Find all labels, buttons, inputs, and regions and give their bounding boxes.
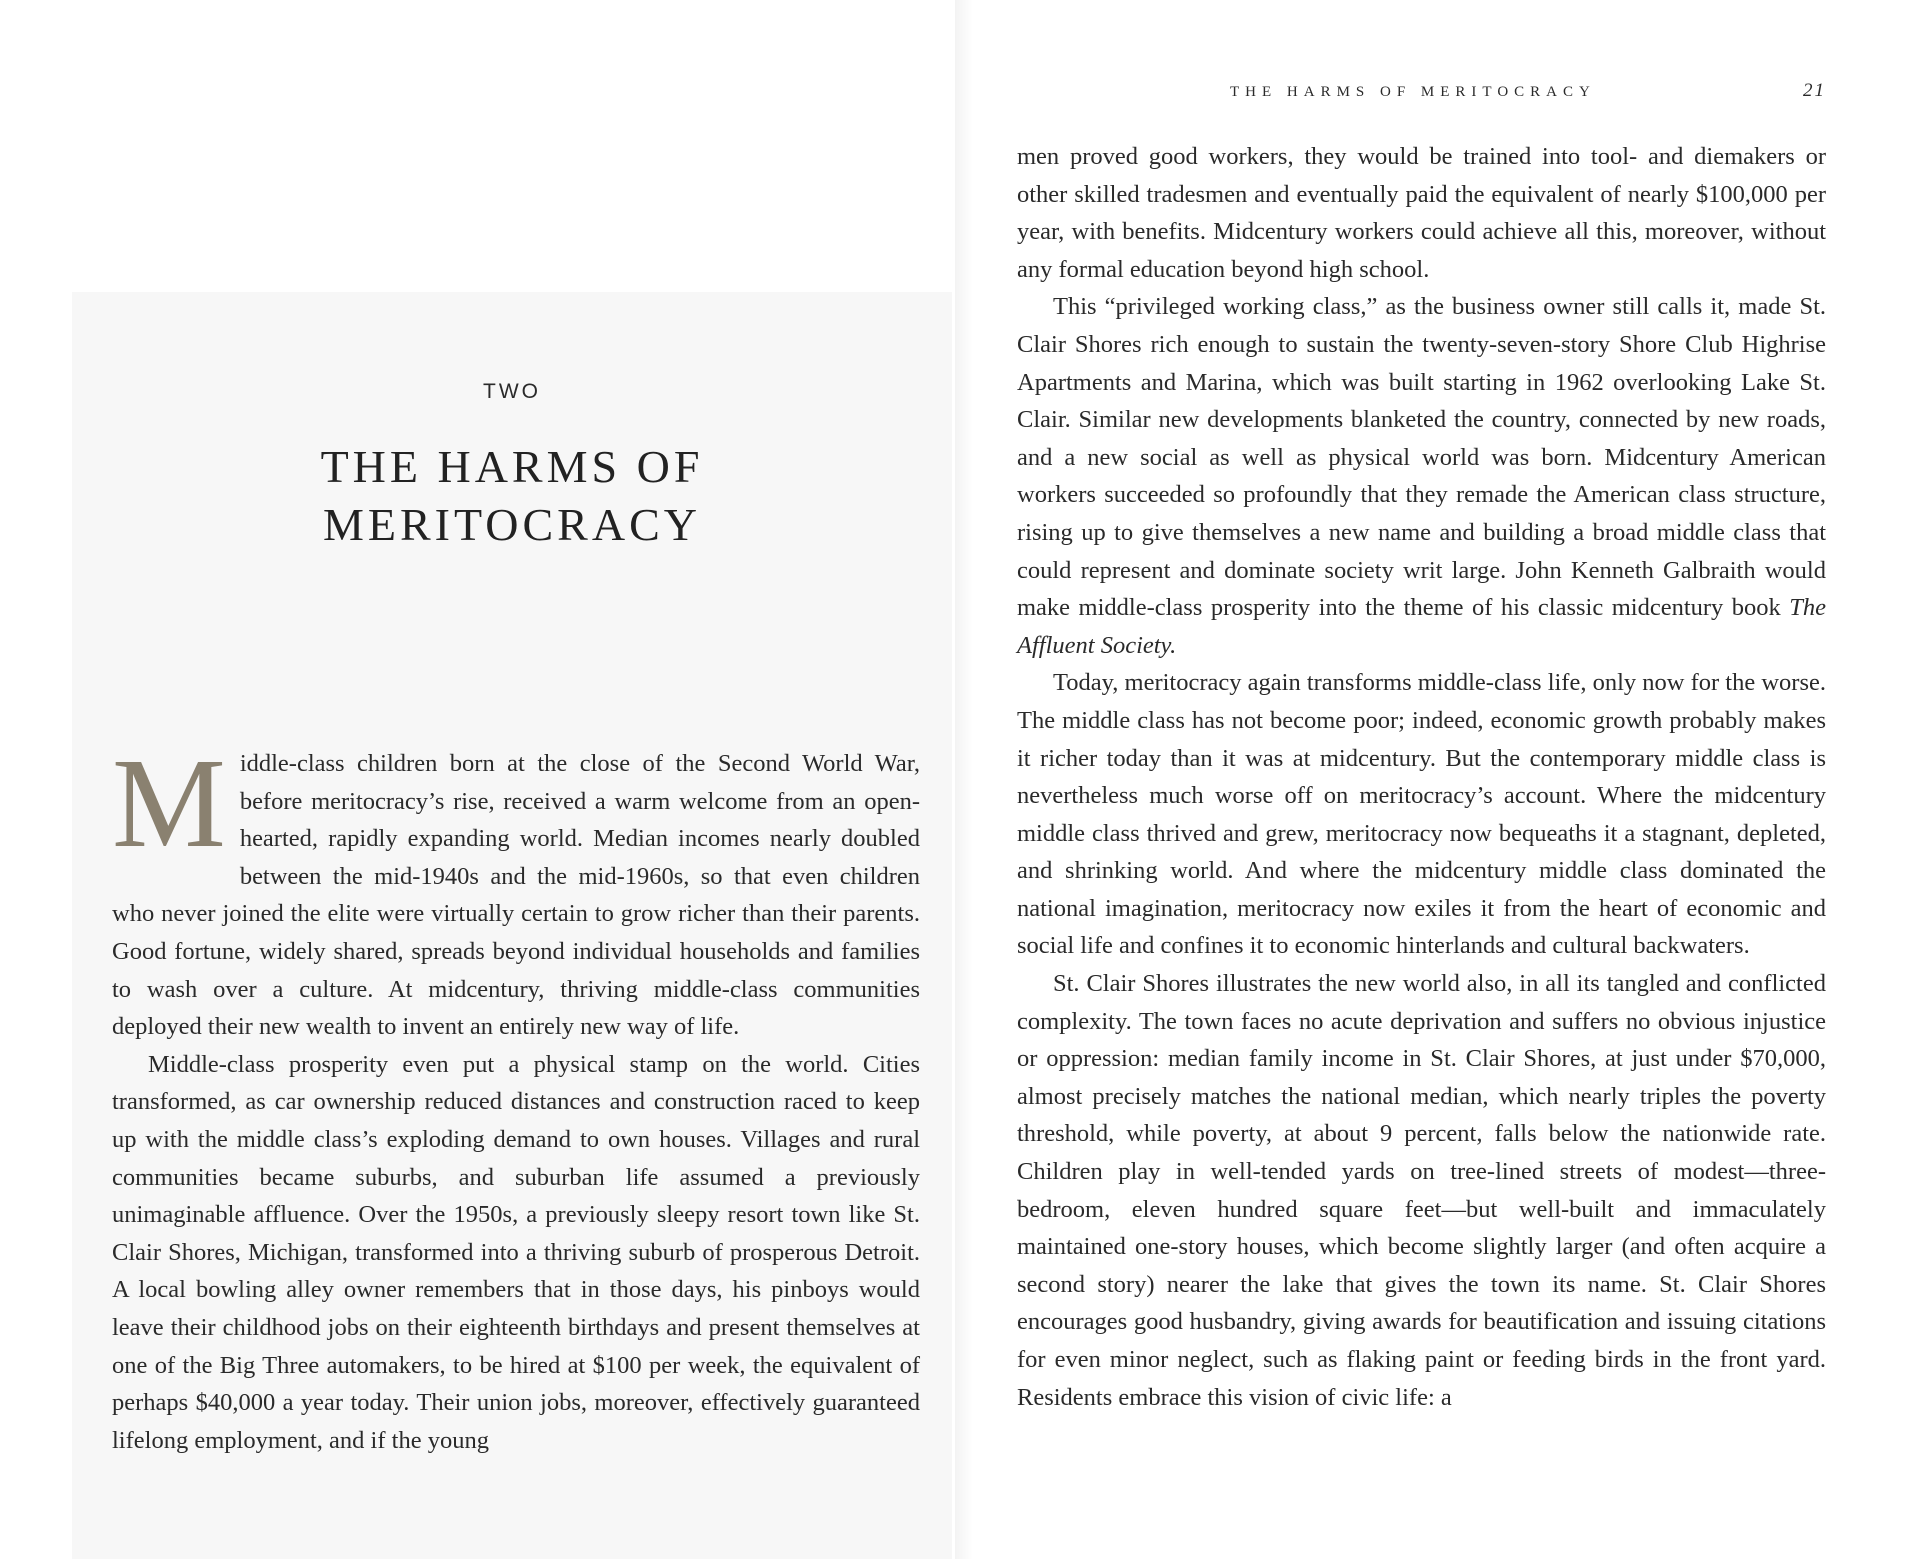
left-page-body	[112, 732, 920, 1459]
opening-paragraph-text: iddle-class children born at the close of the Second World War, before meritocracy’s rise, received a warm welcome from an open-hearted, rapidly expanding world. Median incomes nearly doubled between the mid-1940s and the mid-1960s, so that even children who never joined the elite were virtually certain to grow richer than their parents. Good fortune, widely shared, spreads beyond individual households and families to wash over a culture. At midcentury, thriving middle-class communities deployed their new wealth to invent an entirely new way of life.	[112, 750, 920, 1041]
chapter-title-line-2: MERITOCRACY	[323, 499, 701, 550]
paragraph: Today, meritocracy again transforms middle-class life, only now for the worse. The middle class has not become poor; indeed, economic growth probably makes it richer today than it was at midcentury. But the contemporary middle class is nevertheless much worse off on meritocracy’s account. Where the midcentury middle class thrived and grew, meritocracy now bequeaths it a stagnant, depleted, and shrinking world. And where the midcentury middle class dominated the national imagination, meritocracy now exiles it from the heart of economic and social life and confines it to economic hinterlands and cultural backwaters.	[1017, 669, 1826, 960]
chapter-number: TWO	[483, 380, 541, 403]
drop-cap: M	[112, 732, 224, 874]
chapter-title-line-1: THE HARMS OF	[320, 441, 704, 492]
running-head: THE HARMS OF MERITOCRACY	[1230, 84, 1596, 100]
right-page-body	[1017, 138, 1826, 1416]
paragraph: St. Clair Shores illustrates the new world also, in all its tangled and conflicted complexity. The town faces no acute deprivation and suffers no obvious injustice or oppression: median family income in St. Clair Shores, at just under $70,000, almost precisely matches the national median, which nearly triples the poverty threshold, while poverty, at about 9 percent, falls below the nationwide rate. Children play in well-tended yards on tree-lined streets of modest—three-bedroom, eleven hundred square feet—but well-built and immaculately maintained one-story houses, which become slightly larger (and often acquire a second story) nearer the lake that gives the town its name. St. Clair Shores encourages good husbandry, giving awards for beautification and issuing citations for even minor neglect, such as flaking paint or feeding birds in the front yard. Residents embrace this vision of civic life: a	[1017, 970, 1826, 1411]
page-number: 21	[1803, 80, 1826, 101]
paragraph: Middle-class prosperity even put a physical stamp on the world. Cities transformed, as car ownership reduced distances and construction raced to keep up with the middle class’s exploding demand to own houses. Villages and rural communities became suburbs, and suburban life assumed a previously unimaginable affluence. Over the 1950s, a previously sleepy resort town like St. Clair Shores, Michigan, transformed into a thriving suburb of prosperous Detroit. A local bowling alley owner remembers that in those days, his pinboys would leave their childhood jobs on their eighteenth birthdays and present themselves at one of the Big Three automakers, to be hired at $100 per week, the equivalent of perhaps $40,000 a year today. Their union jobs, moreover, effectively guaranteed lifelong employment, and if the young	[112, 1050, 920, 1454]
book-title: The Affluent Society.	[1017, 594, 1827, 659]
continued-paragraph: men proved good workers, they would be trained into tool- and diemakers or other skilled tradesmen and eventually paid the equivalent of nearly $100,000 per year, with benefits. Midcentury workers could achieve all this, moreover, without any formal education beyond high school.	[1017, 143, 1826, 283]
paragraph	[1017, 288, 1826, 664]
book-gutter	[955, 0, 973, 1559]
paragraph-text: This “privileged working class,” as the business owner still calls it, made St. Clair Shores rich enough to sustain the twenty-seven-story Shore Club Highrise Apartments and Marina, which was built starting in 1962 overlooking Lake St. Clair. Similar new developments blanketed the country, connected by new roads, and a new social as well as physical world was born. Midcentury American workers succeeded so profoundly that they remade the American class structure, rising up to give themselves a new name and building a broad middle class that could represent and dominate society writ large. John Kenneth Galbraith would make middle-class prosperity into the theme of his classic midcentury book	[1017, 293, 1826, 622]
opening-paragraph	[112, 732, 920, 1046]
chapter-title	[72, 438, 952, 554]
